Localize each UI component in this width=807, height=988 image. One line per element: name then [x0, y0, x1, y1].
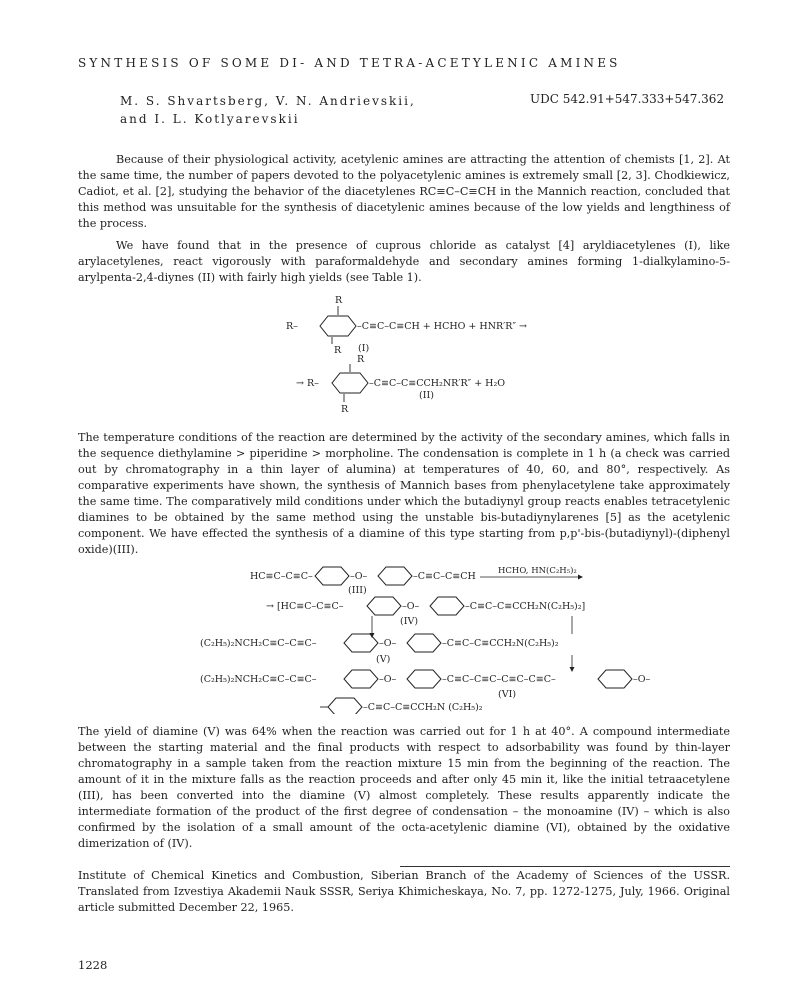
scheme2-ring-2 — [378, 567, 412, 585]
scheme2-line3-right: –C≡C–C≡CCH₂N(C₂H₅)₂ — [442, 638, 559, 649]
scheme2-line4-mid: –C≡C–C≡C–C≡C–C≡C– — [442, 674, 556, 685]
scheme2-line4-end: –O– — [633, 674, 651, 685]
scheme2-line1-left: HC≡C–C≡C– — [250, 571, 313, 582]
scheme1-r-top2: R — [357, 354, 365, 365]
footnote: Institute of Chemical Kinetics and Combustion, Siberian Branch of the Academy of Sciences of the USSR. Translated from Izvestiya Akademii Nauk SSSR, Seriya Khimicheskaya, No. 7, pp. 1272-1275, July, 1966. Original article submitted December 22, 1965. — [78, 869, 730, 914]
scheme1-arrow-r: → R– — [296, 378, 319, 389]
scheme2-ring-10 — [328, 698, 362, 714]
scheme1-r-top: R — [335, 295, 343, 306]
scheme2-o4: –O– — [379, 674, 397, 685]
scheme1-r-bottom2: R — [341, 404, 349, 415]
scheme2-ring-9 — [598, 670, 632, 688]
paragraph-conditions-text: The temperature conditions of the reaction are determined by the activity of the secondary amines, which falls in the sequence diethylamine > piperidine > morpholine. The condensation is complete in 1 h (a check was carried out by chromatography in a thin layer of alumina) at temperatures of 40, 60, and 80°, respectively. As comparative experiments have shown, the synthesis of Mannich bases from phenylacetylene take approximately the same time. The comparatively mild conditions under which the butadiynyl group reacts enables tetracetylenic diamines to be obtained by the same method using the unstable bis-butadiynylarenes [5] as the acetylenic component. We have effected the synthesis of a diamine of this type starting from p,p'-bis-(butadiynyl)-(diphenyl oxide)(III). — [78, 431, 730, 556]
paragraph-finding-text: We have found that in the presence of cuprous chloride as catalyst [4] aryldiacetylenes (I), like arylacetylenes, react vigorously with paraformaldehyde and secondary amines forming 1-dialkylamino-5-arylpenta-2,4-diynes (II) with fairly high yields (see Table 1). — [78, 239, 730, 284]
label-VI: (VI) — [498, 689, 517, 700]
scheme2-line2-right: –C≡C–C≡CCH₂N(C₂H₅)₂] — [465, 601, 586, 612]
scheme2-o1: –O– — [350, 571, 368, 582]
page-number: 1228 — [78, 958, 108, 972]
label-II: (II) — [419, 390, 434, 401]
scheme2-line4-left: (C₂H₅)₂NCH₂C≡C–C≡C– — [200, 674, 317, 685]
scheme2-line2-left: → [HC≡C–C≡C– — [266, 601, 344, 612]
authors: M. S. Shvartsberg, V. N. Andrievskii, and I. L. Kotlyarevskii — [120, 94, 416, 126]
paragraph-conditions — [78, 430, 730, 558]
scheme2-line3-left: (C₂H₅)₂NCH₂C≡C–C≡C– — [200, 638, 317, 649]
scheme2-ring-3 — [367, 597, 401, 615]
paragraph-yield — [78, 724, 730, 852]
scheme2-line1-right: –C≡C–C≡CH — [413, 571, 476, 582]
scheme2-ring-8 — [407, 670, 441, 688]
benzene-ring-2 — [332, 373, 368, 393]
scheme2-o3: –O– — [379, 638, 397, 649]
paragraph-yield-text: The yield of diamine (V) was 64% when the reaction was carried out for 1 h at 40°. A compound intermediate between the starting material and the final products with respect to adsorbability was found by thin-layer chromatography in a sample taken from the reaction mixture 15 min from the beginning of the reaction. The amount of it in the mixture falls as the reaction proceeds and after only 45 min it, like the initial tetraacetylene (III), has been converted into the diamine (V) almost completely. These results apparently indicate the intermediate formation of the product of the first degree of condensation – the monoamine (IV) – which is also confirmed by the isolation of a small amount of the octa-acetylenic diamine (VI), obtained by the oxidative dimerization of (IV). — [78, 725, 730, 850]
scheme1-r-left: R– — [286, 321, 298, 332]
scheme2-ring-7 — [344, 670, 378, 688]
scheme2-reagent: HCHO, HN(C₂H₅)₂ — [498, 566, 577, 576]
udc-code: UDC 542.91+547.333+547.362 — [530, 92, 725, 106]
scheme2-ring-1 — [315, 567, 349, 585]
paragraph-finding — [78, 238, 730, 286]
benzene-ring-1 — [320, 316, 356, 336]
scheme2-o2: –O– — [402, 601, 420, 612]
paper-title: SYNTHESIS OF SOME DI- AND TETRA-ACETYLENIC AMINES — [78, 56, 621, 70]
scheme2-ring-5 — [344, 634, 378, 652]
scheme1-chain2: –C≡C–C≡CCH₂NR′R″ + H₂O — [369, 378, 506, 389]
label-V: (V) — [376, 654, 391, 665]
label-I: (I) — [358, 343, 370, 354]
scheme2-ring-6 — [407, 634, 441, 652]
reaction-scheme-1 — [240, 292, 570, 418]
scheme1-r-bottom1: R — [334, 345, 342, 356]
label-III: (III) — [348, 585, 367, 596]
label-IV: (IV) — [400, 616, 419, 627]
paragraph-intro — [78, 152, 730, 232]
footnote-rule — [400, 866, 730, 867]
scheme2-ring-4 — [430, 597, 464, 615]
scheme2-line5-right: –C≡C–C≡CCH₂N (C₂H₅)₂ — [363, 702, 483, 713]
reaction-scheme-2 — [180, 562, 740, 714]
scheme1-chain1: –C≡C–C≡CH + HCHO + HNR′R″ → — [357, 321, 527, 332]
paragraph-intro-text: Because of their physiological activity, acetylenic amines are attracting the attention of chemists [1, 2]. At the same time, the number of papers devoted to the polyacetylenic amines is extremely small [2, 3]. Chodkiewicz, Cadiot, et al. [2], studying the behavior of the diacetylenes RC≡C–C≡CH in the Mannich reaction, concluded that this method was unsuitable for the synthesis of diacetylenic amines because of the low yields and lengthiness of the process. — [78, 153, 730, 230]
